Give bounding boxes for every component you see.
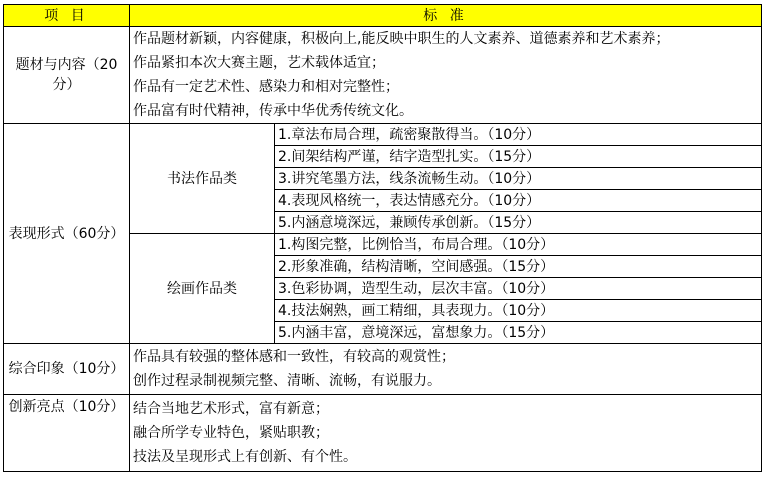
painting-item: 2.形象准确，结构清晰，空间感强。（15分）: [275, 256, 762, 278]
scoring-criteria-table: [3, 4, 762, 472]
cell-impression: [130, 344, 762, 395]
painting-item: 4.技法娴熟，画工精细，具表现力。（10分）: [275, 300, 762, 322]
header-item: 项 目: [4, 5, 130, 27]
painting-item: 1.构图完整，比例恰当，布局合理。（10分）: [275, 234, 762, 256]
header-row: [4, 5, 762, 27]
label-expression: 表现形式（60分）: [4, 124, 130, 344]
cell-innovation: [130, 395, 762, 472]
impression-line: 作品具有较强的整体感和一致性，有较高的观赏性；: [133, 349, 455, 365]
innovation-line: 融合所学专业特色，紧贴职教；: [133, 425, 329, 441]
label-calligraphy: 书法作品类: [130, 124, 275, 234]
label-impression: 综合印象（10分）: [4, 344, 130, 395]
topic-line: 作品紧扣本次大赛主题，艺术载体适宜；: [133, 55, 385, 71]
row-topic: [4, 27, 762, 124]
label-painting: 绘画作品类: [130, 234, 275, 344]
label-topic: 题材与内容（20分）: [4, 27, 130, 124]
painting-item: 3.色彩协调，造型生动，层次丰富。（10分）: [275, 278, 762, 300]
impression-line: 创作过程录制视频完整、清晰、流畅，有说服力。: [133, 373, 441, 389]
topic-line: 作品富有时代精神，传承中华优秀传统文化。: [133, 103, 413, 119]
row-innovation: [4, 395, 762, 472]
row-calligraphy-1: [4, 124, 762, 146]
calligraphy-item: 3.讲究笔墨方法，线条流畅生动。（10分）: [275, 168, 762, 190]
topic-line: 作品有一定艺术性、感染力和相对完整性；: [133, 79, 399, 95]
calligraphy-item: 5.内涵意境深远，兼顾传承创新。（15分）: [275, 212, 762, 234]
calligraphy-item: 4.表现风格统一，表达情感充分。（10分）: [275, 190, 762, 212]
row-impression: [4, 344, 762, 395]
header-standard: 标 准: [130, 5, 762, 27]
topic-line: 作品题材新颖，内容健康，积极向上,能反映中职生的人文素养、道德素养和艺术素养；: [133, 31, 670, 47]
calligraphy-item: 1.章法布局合理，疏密聚散得当。（10分）: [275, 124, 762, 146]
innovation-line: 结合当地艺术形式，富有新意；: [133, 401, 329, 417]
label-innovation: 创新亮点（10分）: [4, 395, 130, 472]
calligraphy-item: 2.间架结构严谨，结字造型扎实。（15分）: [275, 146, 762, 168]
painting-item: 5.内涵丰富，意境深远，富想象力。（15分）: [275, 322, 762, 344]
innovation-line: 技法及呈现形式上有创新、有个性。: [133, 449, 357, 465]
cell-topic: [130, 27, 762, 124]
